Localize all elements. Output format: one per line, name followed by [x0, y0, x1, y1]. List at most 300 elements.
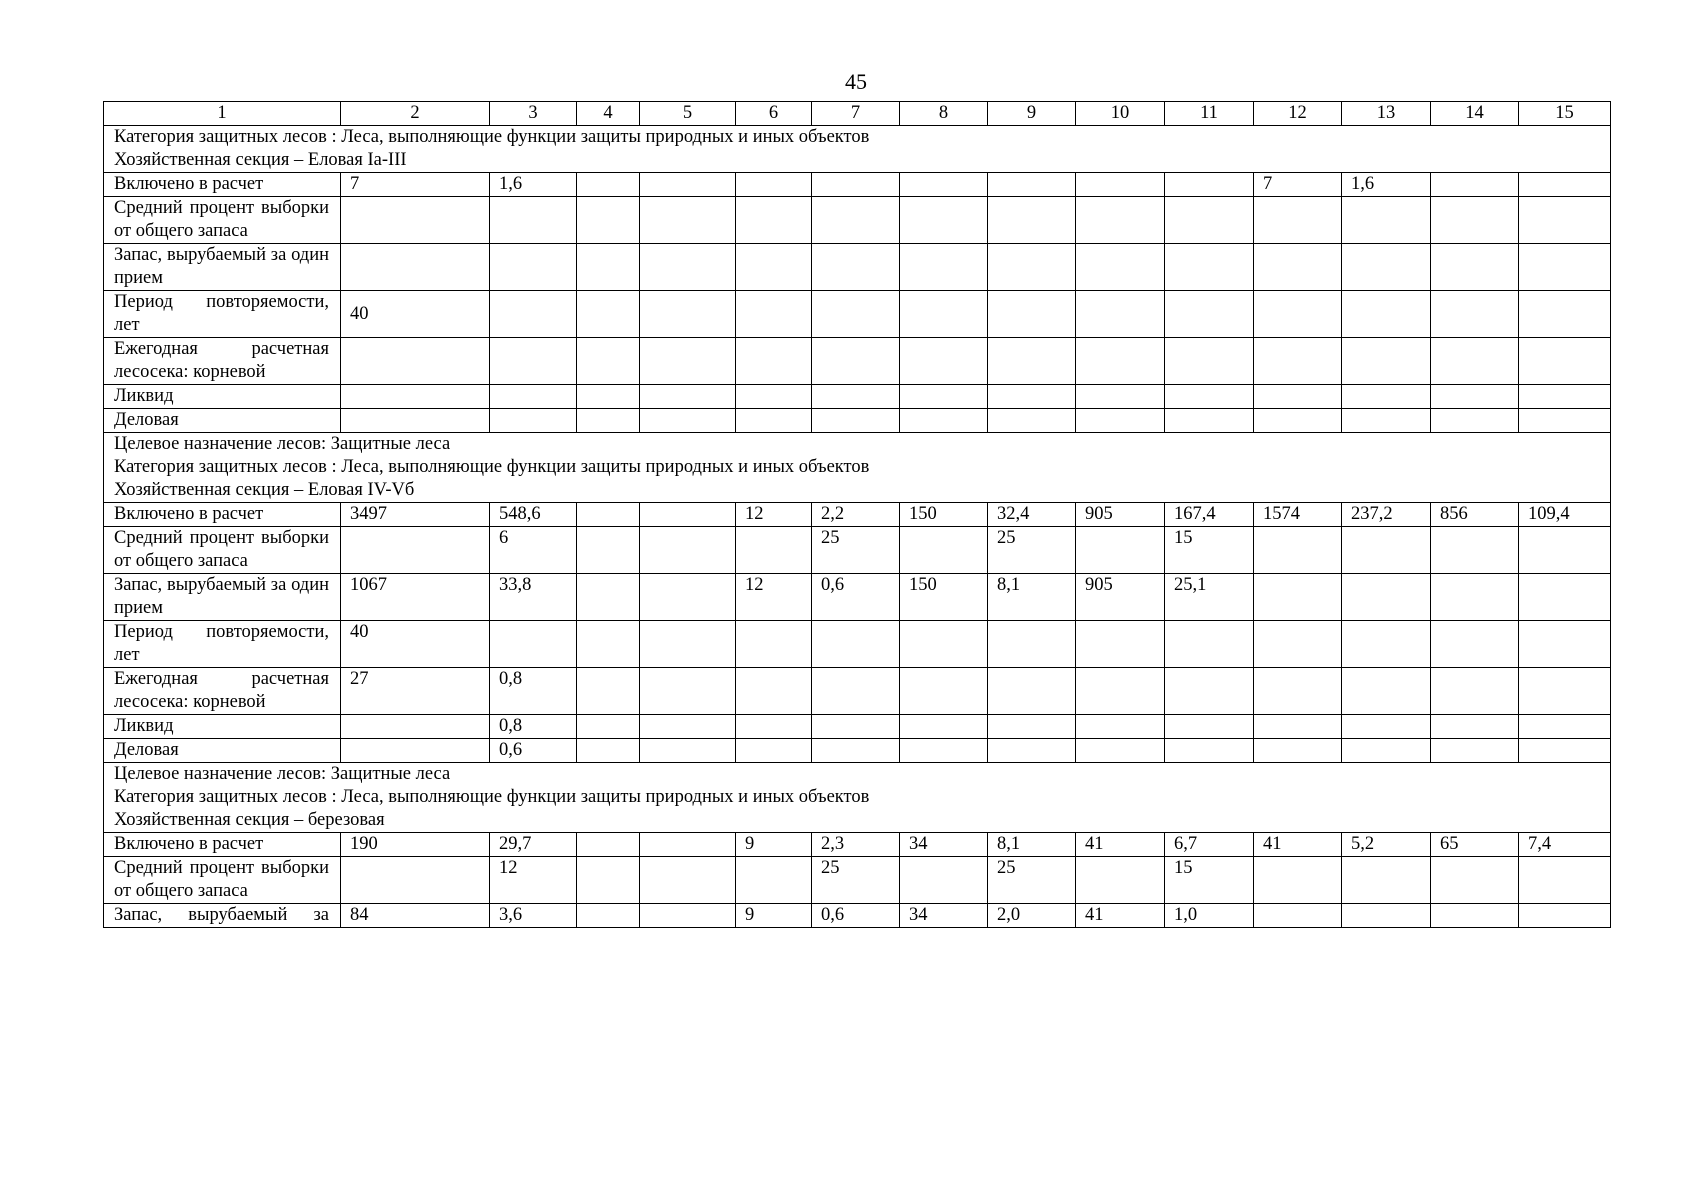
table-cell: [1076, 197, 1165, 244]
table-cell: [1076, 857, 1165, 904]
table-cell: [1342, 197, 1431, 244]
table-cell: [1254, 409, 1342, 433]
table-cell: [1431, 857, 1519, 904]
table-cell: [577, 715, 640, 739]
table-cell: [490, 385, 577, 409]
table-cell: 25: [812, 527, 900, 574]
table-cell: [736, 409, 812, 433]
table-cell: 1,6: [490, 173, 577, 197]
table-cell: 3497: [341, 503, 490, 527]
table-cell: [577, 385, 640, 409]
table-cell: [1519, 244, 1611, 291]
table-cell: [490, 244, 577, 291]
column-number: 8: [900, 102, 988, 126]
table-cell: [1519, 385, 1611, 409]
section-heading: [104, 763, 1611, 833]
table-cell: [1342, 244, 1431, 291]
table-cell: [900, 527, 988, 574]
section-heading-line: Хозяйственная секция – Еловая IV-Vб: [114, 480, 415, 500]
table-cell: 25: [988, 527, 1076, 574]
table-cell: [812, 739, 900, 763]
table-cell: [812, 244, 900, 291]
table-cell: [1342, 621, 1431, 668]
table-cell: [812, 173, 900, 197]
table-cell: [1076, 409, 1165, 433]
table-row: [104, 833, 1611, 857]
table-cell: [900, 715, 988, 739]
table-cell: [812, 385, 900, 409]
table-cell: [577, 503, 640, 527]
row-label: Запас, вырубаемый за: [104, 904, 341, 928]
table-cell: 0,6: [812, 904, 900, 928]
table-cell: [640, 173, 736, 197]
table-cell: [1165, 244, 1254, 291]
column-number: 14: [1431, 102, 1519, 126]
table-cell: [1254, 244, 1342, 291]
table-cell: [1431, 173, 1519, 197]
section-heading-row: [104, 763, 1611, 833]
table-cell: [341, 739, 490, 763]
table-cell: [1519, 197, 1611, 244]
table-cell: [1165, 739, 1254, 763]
table-cell: [1076, 621, 1165, 668]
table-cell: [812, 409, 900, 433]
row-label: Период повторяемости, лет: [104, 291, 341, 338]
table-cell: [736, 668, 812, 715]
row-label: Средний процент выборки от общего запаса: [104, 857, 341, 904]
table-cell: [577, 409, 640, 433]
row-label: Включено в расчет: [104, 173, 341, 197]
table-row: [104, 904, 1611, 928]
table-cell: [988, 715, 1076, 739]
table-cell: 0,6: [812, 574, 900, 621]
row-label: Включено в расчет: [104, 833, 341, 857]
table-cell: [577, 244, 640, 291]
table-row: [104, 503, 1611, 527]
table-cell: [900, 173, 988, 197]
table-cell: [640, 291, 736, 338]
section-heading-row: [104, 433, 1611, 503]
table-row: [104, 173, 1611, 197]
table-cell: 32,4: [988, 503, 1076, 527]
table-cell: [490, 338, 577, 385]
table-cell: [736, 739, 812, 763]
table-row: [104, 574, 1611, 621]
table-cell: [988, 409, 1076, 433]
table-cell: [988, 244, 1076, 291]
table-cell: [1342, 385, 1431, 409]
table-cell: [490, 197, 577, 244]
table-cell: [1342, 409, 1431, 433]
column-number: 10: [1076, 102, 1165, 126]
table-cell: [1519, 621, 1611, 668]
table-cell: 65: [1431, 833, 1519, 857]
table-cell: 9: [736, 833, 812, 857]
table-cell: [1431, 668, 1519, 715]
row-label: Период повторяемости, лет: [104, 621, 341, 668]
table-cell: [1519, 857, 1611, 904]
column-number-header-row: [104, 102, 1611, 126]
table-cell: [640, 668, 736, 715]
table-cell: [640, 574, 736, 621]
table-cell: 41: [1254, 833, 1342, 857]
table-cell: [1519, 527, 1611, 574]
table-cell: [341, 197, 490, 244]
table-cell: 150: [900, 503, 988, 527]
table-cell: [577, 904, 640, 928]
table-cell: [812, 621, 900, 668]
table-cell: [988, 197, 1076, 244]
table-cell: [1254, 621, 1342, 668]
table-cell: [577, 739, 640, 763]
table-cell: 237,2: [1342, 503, 1431, 527]
allowable-cut-table: [103, 101, 1611, 928]
table-cell: 25,1: [1165, 574, 1254, 621]
table-cell: [1519, 574, 1611, 621]
table-cell: [1165, 338, 1254, 385]
table-cell: 2,2: [812, 503, 900, 527]
table-cell: 29,7: [490, 833, 577, 857]
table-cell: 9: [736, 904, 812, 928]
table-cell: 41: [1076, 904, 1165, 928]
row-label: Запас, вырубаемый за один прием: [104, 244, 341, 291]
table-cell: [1431, 338, 1519, 385]
table-cell: 2,3: [812, 833, 900, 857]
section-heading-line: Категория защитных лесов : Леса, выполняющие функции защиты природных и иных объектов: [114, 457, 870, 477]
row-label: Ликвид: [104, 385, 341, 409]
table-cell: [1431, 715, 1519, 739]
table-cell: [490, 621, 577, 668]
section-heading-row: [104, 126, 1611, 173]
table-cell: [1165, 173, 1254, 197]
table-cell: [577, 833, 640, 857]
table-cell: [1165, 715, 1254, 739]
table-cell: [1165, 197, 1254, 244]
table-cell: 150: [900, 574, 988, 621]
table-cell: [1076, 668, 1165, 715]
table-cell: [1254, 527, 1342, 574]
table-cell: [640, 503, 736, 527]
table-cell: [900, 668, 988, 715]
table-cell: [1254, 338, 1342, 385]
table-cell: 40: [341, 621, 490, 668]
table-cell: 0,8: [490, 668, 577, 715]
table-cell: [736, 197, 812, 244]
section-heading-line: Целевое назначение лесов: Защитные леса: [114, 434, 451, 454]
table-cell: 25: [988, 857, 1076, 904]
table-cell: 0,8: [490, 715, 577, 739]
table-cell: [736, 621, 812, 668]
table-cell: 905: [1076, 503, 1165, 527]
table-cell: [736, 173, 812, 197]
table-cell: [1254, 385, 1342, 409]
table-cell: [988, 291, 1076, 338]
table-cell: [736, 244, 812, 291]
table-cell: [1254, 715, 1342, 739]
table-row: [104, 527, 1611, 574]
table-cell: [1519, 739, 1611, 763]
table-cell: [577, 668, 640, 715]
table-cell: [736, 715, 812, 739]
table-cell: 1067: [341, 574, 490, 621]
table-cell: [490, 409, 577, 433]
table-cell: [1519, 291, 1611, 338]
table-cell: [1342, 739, 1431, 763]
column-number: 3: [490, 102, 577, 126]
table-cell: [1076, 173, 1165, 197]
table-cell: 41: [1076, 833, 1165, 857]
table-cell: [341, 857, 490, 904]
section-heading: [104, 433, 1611, 503]
table-cell: [812, 291, 900, 338]
table-cell: [988, 173, 1076, 197]
table-cell: [1342, 715, 1431, 739]
table-cell: 12: [736, 503, 812, 527]
table-cell: [1431, 291, 1519, 338]
table-row: [104, 244, 1611, 291]
table-cell: [1431, 904, 1519, 928]
table-row: [104, 197, 1611, 244]
table-cell: 548,6: [490, 503, 577, 527]
table-cell: [1165, 409, 1254, 433]
table-cell: [640, 715, 736, 739]
table-cell: 84: [341, 904, 490, 928]
table-cell: [577, 197, 640, 244]
table-cell: [577, 173, 640, 197]
table-cell: 1,0: [1165, 904, 1254, 928]
page-number: 45: [845, 69, 867, 94]
table-cell: [1076, 739, 1165, 763]
table-cell: [1431, 244, 1519, 291]
column-number: 11: [1165, 102, 1254, 126]
table-cell: [640, 338, 736, 385]
table-cell: [900, 739, 988, 763]
table-cell: [1431, 527, 1519, 574]
table-cell: [900, 338, 988, 385]
table-cell: 1,6: [1342, 173, 1431, 197]
section-heading-line: Категория защитных лесов : Леса, выполняющие функции защиты природных и иных объектов: [114, 787, 870, 807]
row-label: Деловая: [104, 739, 341, 763]
table-cell: [341, 385, 490, 409]
table-cell: [812, 715, 900, 739]
table-cell: 167,4: [1165, 503, 1254, 527]
table-cell: [1076, 715, 1165, 739]
table-cell: 40: [341, 291, 490, 338]
table-cell: [640, 385, 736, 409]
table-cell: [1342, 527, 1431, 574]
table-row: [104, 338, 1611, 385]
table-cell: [1165, 385, 1254, 409]
table-cell: 34: [900, 833, 988, 857]
column-number: 1: [104, 102, 341, 126]
column-number: 5: [640, 102, 736, 126]
row-label: Запас, вырубаемый за один прием: [104, 574, 341, 621]
table-cell: [1342, 668, 1431, 715]
table-cell: [736, 527, 812, 574]
table-cell: [1076, 291, 1165, 338]
table-cell: [1076, 244, 1165, 291]
table-cell: [1431, 197, 1519, 244]
table-cell: [1519, 668, 1611, 715]
table-cell: 190: [341, 833, 490, 857]
table-cell: 7: [341, 173, 490, 197]
table-cell: [900, 291, 988, 338]
table-cell: [1165, 621, 1254, 668]
table-cell: [341, 409, 490, 433]
table-cell: [1342, 574, 1431, 621]
column-number: 15: [1519, 102, 1611, 126]
table-cell: [988, 739, 1076, 763]
row-label: Средний процент выборки от общего запаса: [104, 527, 341, 574]
table-cell: [1431, 409, 1519, 433]
section-heading-line: Целевое назначение лесов: Защитные леса: [114, 764, 451, 784]
table-cell: [1431, 574, 1519, 621]
table-row: [104, 385, 1611, 409]
table-cell: 34: [900, 904, 988, 928]
table-cell: [577, 338, 640, 385]
table-cell: [1431, 739, 1519, 763]
table-cell: [640, 197, 736, 244]
table-cell: [640, 904, 736, 928]
row-label: Ежегодная расчетная лесосека: корневой: [104, 338, 341, 385]
table-cell: [640, 857, 736, 904]
table-cell: [900, 621, 988, 668]
table-cell: 7,4: [1519, 833, 1611, 857]
table-cell: [341, 527, 490, 574]
table-cell: 6,7: [1165, 833, 1254, 857]
table-cell: [1519, 715, 1611, 739]
table-cell: 25: [812, 857, 900, 904]
table-cell: [577, 291, 640, 338]
table-cell: [900, 409, 988, 433]
table-cell: [341, 715, 490, 739]
table-cell: [736, 291, 812, 338]
table-cell: [812, 197, 900, 244]
row-label: Ликвид: [104, 715, 341, 739]
column-number: 7: [812, 102, 900, 126]
table-cell: 12: [490, 857, 577, 904]
table-cell: 2,0: [988, 904, 1076, 928]
table-cell: [812, 338, 900, 385]
table-cell: 905: [1076, 574, 1165, 621]
section-heading-line: Хозяйственная секция – березовая: [114, 810, 385, 830]
table-cell: [1254, 857, 1342, 904]
table-cell: [736, 385, 812, 409]
table-cell: [1254, 904, 1342, 928]
column-number: 4: [577, 102, 640, 126]
table-cell: [1076, 385, 1165, 409]
table-row: [104, 409, 1611, 433]
table-cell: [1519, 409, 1611, 433]
table-cell: [900, 244, 988, 291]
table-cell: [1165, 668, 1254, 715]
table-row: [104, 291, 1611, 338]
table-cell: [640, 527, 736, 574]
section-heading-line: Категория защитных лесов : Леса, выполняющие функции защиты природных и иных объектов: [114, 127, 870, 147]
table-cell: [988, 338, 1076, 385]
table-cell: [1254, 739, 1342, 763]
table-cell: [900, 857, 988, 904]
row-label: Ежегодная расчетная лесосека: корневой: [104, 668, 341, 715]
table-cell: [577, 527, 640, 574]
table-cell: [490, 291, 577, 338]
table-cell: [988, 385, 1076, 409]
table-cell: [900, 385, 988, 409]
table-row: [104, 715, 1611, 739]
table-cell: 7: [1254, 173, 1342, 197]
table-cell: [900, 197, 988, 244]
table-cell: [1254, 197, 1342, 244]
column-number: 9: [988, 102, 1076, 126]
table-cell: [1342, 291, 1431, 338]
table-cell: 5,2: [1342, 833, 1431, 857]
row-label: Включено в расчет: [104, 503, 341, 527]
table-cell: [341, 244, 490, 291]
table-cell: 1574: [1254, 503, 1342, 527]
table-cell: [1254, 574, 1342, 621]
table-row: [104, 668, 1611, 715]
table-cell: [640, 244, 736, 291]
column-number: 2: [341, 102, 490, 126]
table-cell: 27: [341, 668, 490, 715]
column-number: 12: [1254, 102, 1342, 126]
table-cell: [1076, 527, 1165, 574]
table-cell: [1342, 904, 1431, 928]
table-row: [104, 621, 1611, 668]
table-cell: [1254, 668, 1342, 715]
table-cell: 856: [1431, 503, 1519, 527]
table-cell: [640, 739, 736, 763]
table-cell: [577, 621, 640, 668]
table-cell: [736, 857, 812, 904]
table-cell: 15: [1165, 527, 1254, 574]
table-cell: [1076, 338, 1165, 385]
row-label: Средний процент выборки от общего запаса: [104, 197, 341, 244]
table-cell: [1431, 621, 1519, 668]
table-cell: [640, 409, 736, 433]
table-cell: [577, 574, 640, 621]
table-cell: [640, 621, 736, 668]
table-cell: [640, 833, 736, 857]
table-cell: [577, 857, 640, 904]
column-number: 13: [1342, 102, 1431, 126]
table-row: [104, 739, 1611, 763]
table-cell: [1254, 291, 1342, 338]
table-cell: [812, 668, 900, 715]
table-cell: 6: [490, 527, 577, 574]
table-cell: 8,1: [988, 833, 1076, 857]
table-cell: 0,6: [490, 739, 577, 763]
table-cell: [1342, 338, 1431, 385]
column-number: 6: [736, 102, 812, 126]
table-cell: [1342, 857, 1431, 904]
table-cell: [341, 338, 490, 385]
section-heading-line: Хозяйственная секция – Еловая Ia-III: [114, 150, 407, 170]
table-cell: [1431, 385, 1519, 409]
table-cell: 3,6: [490, 904, 577, 928]
section-heading: [104, 126, 1611, 173]
table-row: [104, 857, 1611, 904]
table-cell: [1519, 338, 1611, 385]
table-cell: 12: [736, 574, 812, 621]
row-label: Деловая: [104, 409, 341, 433]
table-cell: [1519, 904, 1611, 928]
table-cell: [736, 338, 812, 385]
table-cell: [988, 668, 1076, 715]
table-cell: 109,4: [1519, 503, 1611, 527]
table-cell: 15: [1165, 857, 1254, 904]
table-cell: [1519, 173, 1611, 197]
